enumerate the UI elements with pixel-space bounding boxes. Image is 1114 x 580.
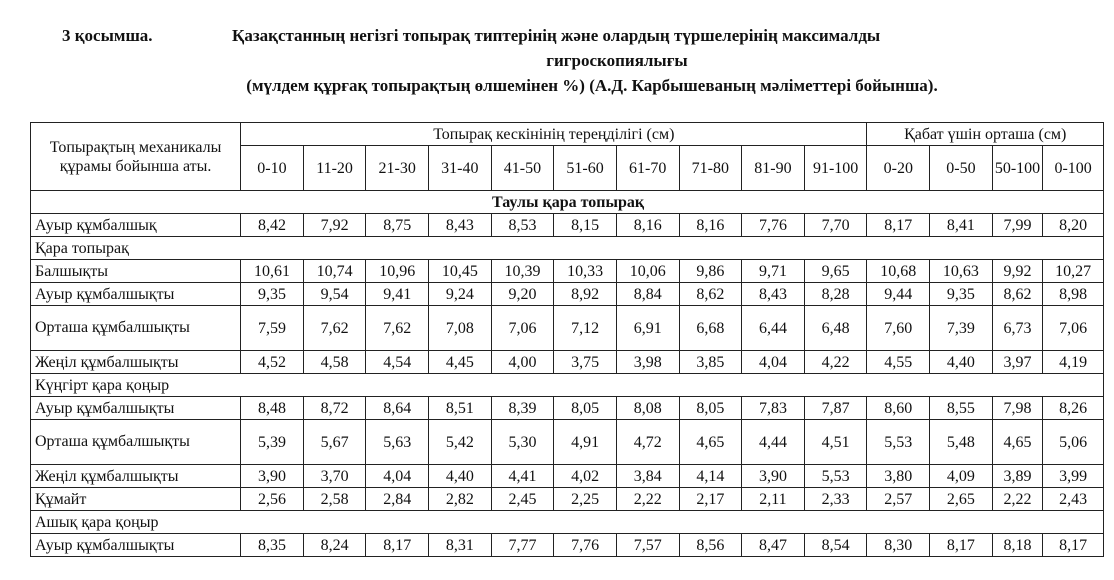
value-cell: 4,58 [303, 351, 366, 374]
value-cell: 4,04 [742, 351, 805, 374]
value-cell: 8,05 [679, 397, 742, 420]
value-cell: 7,57 [616, 534, 679, 557]
value-cell: 8,84 [616, 283, 679, 306]
section-row [31, 191, 1104, 214]
value-cell: 4,40 [429, 465, 492, 488]
value-cell: 9,20 [491, 283, 554, 306]
value-cell: 9,92 [992, 260, 1043, 283]
value-cell: 3,98 [616, 351, 679, 374]
table-row [31, 465, 1104, 488]
soil-type-name: Ауыр құмбалшықты [31, 397, 241, 420]
value-cell: 8,35 [241, 534, 304, 557]
value-cell: 2,17 [679, 488, 742, 511]
value-cell: 5,30 [491, 420, 554, 465]
value-cell: 5,48 [930, 420, 993, 465]
section-row [31, 511, 1104, 534]
hygroscopicity-table [30, 122, 1104, 557]
soil-type-name: Құмайт [31, 488, 241, 511]
value-cell: 9,35 [241, 283, 304, 306]
title-main: Қазақстанның негізгі топырақ типтерінің және олардың түршелерінің максималды [232, 26, 881, 45]
value-cell: 7,77 [491, 534, 554, 557]
value-cell: 2,65 [930, 488, 993, 511]
value-cell: 8,16 [679, 214, 742, 237]
value-cell: 4,44 [742, 420, 805, 465]
value-cell: 6,91 [616, 306, 679, 351]
section-row [31, 237, 1104, 260]
value-cell: 10,39 [491, 260, 554, 283]
value-cell: 4,09 [930, 465, 993, 488]
table-row [31, 397, 1104, 420]
value-cell: 7,39 [930, 306, 993, 351]
header-depth-col: 21-30 [366, 146, 429, 191]
value-cell: 8,26 [1043, 397, 1104, 420]
value-cell: 4,51 [804, 420, 867, 465]
value-cell: 7,76 [554, 534, 617, 557]
table-row [31, 351, 1104, 374]
value-cell: 8,48 [241, 397, 304, 420]
value-cell: 10,45 [429, 260, 492, 283]
value-cell: 4,40 [930, 351, 993, 374]
value-cell: 4,54 [366, 351, 429, 374]
value-cell: 4,65 [679, 420, 742, 465]
value-cell: 7,62 [366, 306, 429, 351]
value-cell: 8,53 [491, 214, 554, 237]
header-depth-col: 0-10 [241, 146, 304, 191]
value-cell: 4,45 [429, 351, 492, 374]
value-cell: 8,08 [616, 397, 679, 420]
header-depth-col: 61-70 [616, 146, 679, 191]
value-cell: 8,18 [992, 534, 1043, 557]
value-cell: 7,06 [491, 306, 554, 351]
value-cell: 4,19 [1043, 351, 1104, 374]
header-depth-col: 91-100 [804, 146, 867, 191]
value-cell: 4,65 [992, 420, 1043, 465]
value-cell: 9,41 [366, 283, 429, 306]
value-cell: 3,90 [742, 465, 805, 488]
header-depth-col: 31-40 [429, 146, 492, 191]
value-cell: 5,06 [1043, 420, 1104, 465]
value-cell: 8,17 [930, 534, 993, 557]
value-cell: 9,35 [930, 283, 993, 306]
value-cell: 7,76 [742, 214, 805, 237]
value-cell: 10,74 [303, 260, 366, 283]
value-cell: 7,70 [804, 214, 867, 237]
value-cell: 8,20 [1043, 214, 1104, 237]
value-cell: 8,42 [241, 214, 304, 237]
value-cell: 8,43 [429, 214, 492, 237]
section-row [31, 374, 1104, 397]
value-cell: 8,30 [867, 534, 930, 557]
value-cell: 10,96 [366, 260, 429, 283]
value-cell: 7,06 [1043, 306, 1104, 351]
value-cell: 4,22 [804, 351, 867, 374]
table-row [31, 283, 1104, 306]
value-cell: 9,54 [303, 283, 366, 306]
value-cell: 3,89 [992, 465, 1043, 488]
value-cell: 8,16 [616, 214, 679, 237]
header-layer-col: 0-20 [867, 146, 930, 191]
header-depth-col: 41-50 [491, 146, 554, 191]
value-cell: 4,14 [679, 465, 742, 488]
value-cell: 10,06 [616, 260, 679, 283]
value-cell: 8,51 [429, 397, 492, 420]
value-cell: 2,56 [241, 488, 304, 511]
value-cell: 8,55 [930, 397, 993, 420]
value-cell: 10,68 [867, 260, 930, 283]
header-depth-col: 81-90 [742, 146, 805, 191]
value-cell: 7,60 [867, 306, 930, 351]
value-cell: 2,45 [491, 488, 554, 511]
value-cell: 2,11 [742, 488, 805, 511]
value-cell: 8,47 [742, 534, 805, 557]
value-cell: 8,39 [491, 397, 554, 420]
value-cell: 5,53 [867, 420, 930, 465]
header-depth-col: 51-60 [554, 146, 617, 191]
value-cell: 8,28 [804, 283, 867, 306]
table-row [31, 488, 1104, 511]
soil-type-name: Жеңіл құмбалшықты [31, 351, 241, 374]
value-cell: 8,17 [867, 214, 930, 237]
value-cell: 8,17 [366, 534, 429, 557]
value-cell: 3,90 [241, 465, 304, 488]
value-cell: 8,60 [867, 397, 930, 420]
value-cell: 7,87 [804, 397, 867, 420]
header-depth-col: 71-80 [679, 146, 742, 191]
value-cell: 8,41 [930, 214, 993, 237]
value-cell: 5,39 [241, 420, 304, 465]
soil-type-name: Ауыр құмбалшықты [31, 283, 241, 306]
value-cell: 4,52 [241, 351, 304, 374]
soil-type-name: Орташа құмбалшықты [31, 306, 241, 351]
value-cell: 8,62 [679, 283, 742, 306]
value-cell: 10,27 [1043, 260, 1104, 283]
value-cell: 2,84 [366, 488, 429, 511]
value-cell: 4,91 [554, 420, 617, 465]
value-cell: 4,04 [366, 465, 429, 488]
value-cell: 9,24 [429, 283, 492, 306]
value-cell: 8,72 [303, 397, 366, 420]
appendix-label: 3 қосымша. [62, 26, 153, 45]
header-depth-group: Топырақ кескінінің тереңділігі (см) [241, 123, 867, 146]
value-cell: 8,92 [554, 283, 617, 306]
value-cell: 2,43 [1043, 488, 1104, 511]
table-row [31, 306, 1104, 351]
value-cell: 4,41 [491, 465, 554, 488]
value-cell: 8,24 [303, 534, 366, 557]
value-cell: 5,42 [429, 420, 492, 465]
value-cell: 6,68 [679, 306, 742, 351]
value-cell: 3,99 [1043, 465, 1104, 488]
table-row [31, 214, 1104, 237]
header-soil-name: Топырақтың механикалы құрамы бойынша аты. [31, 123, 241, 191]
section-title: Таулы қара топырақ [31, 191, 1104, 214]
table-row [31, 420, 1104, 465]
soil-type-name: Балшықты [31, 260, 241, 283]
value-cell: 8,43 [742, 283, 805, 306]
title-line-2: гигроскопиялығы [546, 51, 688, 70]
value-cell: 3,80 [867, 465, 930, 488]
header-layer-group: Қабат үшін орташа (см) [867, 123, 1104, 146]
soil-type-name: Жеңіл құмбалшықты [31, 465, 241, 488]
value-cell: 2,22 [992, 488, 1043, 511]
value-cell: 7,83 [742, 397, 805, 420]
value-cell: 10,33 [554, 260, 617, 283]
section-title: Қара топырақ [31, 237, 1104, 260]
value-cell: 4,55 [867, 351, 930, 374]
value-cell: 6,44 [742, 306, 805, 351]
value-cell: 9,65 [804, 260, 867, 283]
value-cell: 6,48 [804, 306, 867, 351]
value-cell: 8,56 [679, 534, 742, 557]
section-title: Күңгірт қара қоңыр [31, 374, 1104, 397]
soil-type-name: Ауыр құмбалшықты [31, 534, 241, 557]
value-cell: 10,63 [930, 260, 993, 283]
value-cell: 2,25 [554, 488, 617, 511]
value-cell: 2,22 [616, 488, 679, 511]
value-cell: 8,98 [1043, 283, 1104, 306]
value-cell: 7,92 [303, 214, 366, 237]
header-depth-col: 11-20 [303, 146, 366, 191]
value-cell: 3,75 [554, 351, 617, 374]
value-cell: 9,71 [742, 260, 805, 283]
value-cell: 5,67 [303, 420, 366, 465]
value-cell: 8,05 [554, 397, 617, 420]
value-cell: 8,31 [429, 534, 492, 557]
value-cell: 3,97 [992, 351, 1043, 374]
value-cell: 5,53 [804, 465, 867, 488]
header-layer-col: 0-50 [930, 146, 993, 191]
value-cell: 2,33 [804, 488, 867, 511]
title-line-1 [62, 26, 880, 46]
value-cell: 9,44 [867, 283, 930, 306]
value-cell: 4,72 [616, 420, 679, 465]
title-subtitle: (мүлдем құрғақ топырақтың өлшемінен %) (А.Д. Карбышеваның мәліметтері бойынша). [246, 76, 938, 95]
value-cell: 7,99 [992, 214, 1043, 237]
table-row [31, 534, 1104, 557]
value-cell: 7,12 [554, 306, 617, 351]
value-cell: 7,59 [241, 306, 304, 351]
value-cell: 8,17 [1043, 534, 1104, 557]
value-cell: 4,00 [491, 351, 554, 374]
value-cell: 2,58 [303, 488, 366, 511]
value-cell: 3,85 [679, 351, 742, 374]
value-cell: 3,70 [303, 465, 366, 488]
value-cell: 7,08 [429, 306, 492, 351]
value-cell: 7,62 [303, 306, 366, 351]
value-cell: 2,82 [429, 488, 492, 511]
header-layer-col: 50-100 [992, 146, 1043, 191]
value-cell: 8,64 [366, 397, 429, 420]
value-cell: 2,57 [867, 488, 930, 511]
soil-type-name: Орташа құмбалшықты [31, 420, 241, 465]
value-cell: 3,84 [616, 465, 679, 488]
value-cell: 10,61 [241, 260, 304, 283]
value-cell: 7,98 [992, 397, 1043, 420]
document-title [0, 22, 1114, 102]
value-cell: 4,02 [554, 465, 617, 488]
value-cell: 8,54 [804, 534, 867, 557]
header-layer-col: 0-100 [1043, 146, 1104, 191]
value-cell: 8,62 [992, 283, 1043, 306]
value-cell: 9,86 [679, 260, 742, 283]
value-cell: 6,73 [992, 306, 1043, 351]
value-cell: 8,75 [366, 214, 429, 237]
soil-type-name: Ауыр құмбалшық [31, 214, 241, 237]
value-cell: 5,63 [366, 420, 429, 465]
section-title: Ашық қара қоңыр [31, 511, 1104, 534]
value-cell: 8,15 [554, 214, 617, 237]
table-row [31, 260, 1104, 283]
